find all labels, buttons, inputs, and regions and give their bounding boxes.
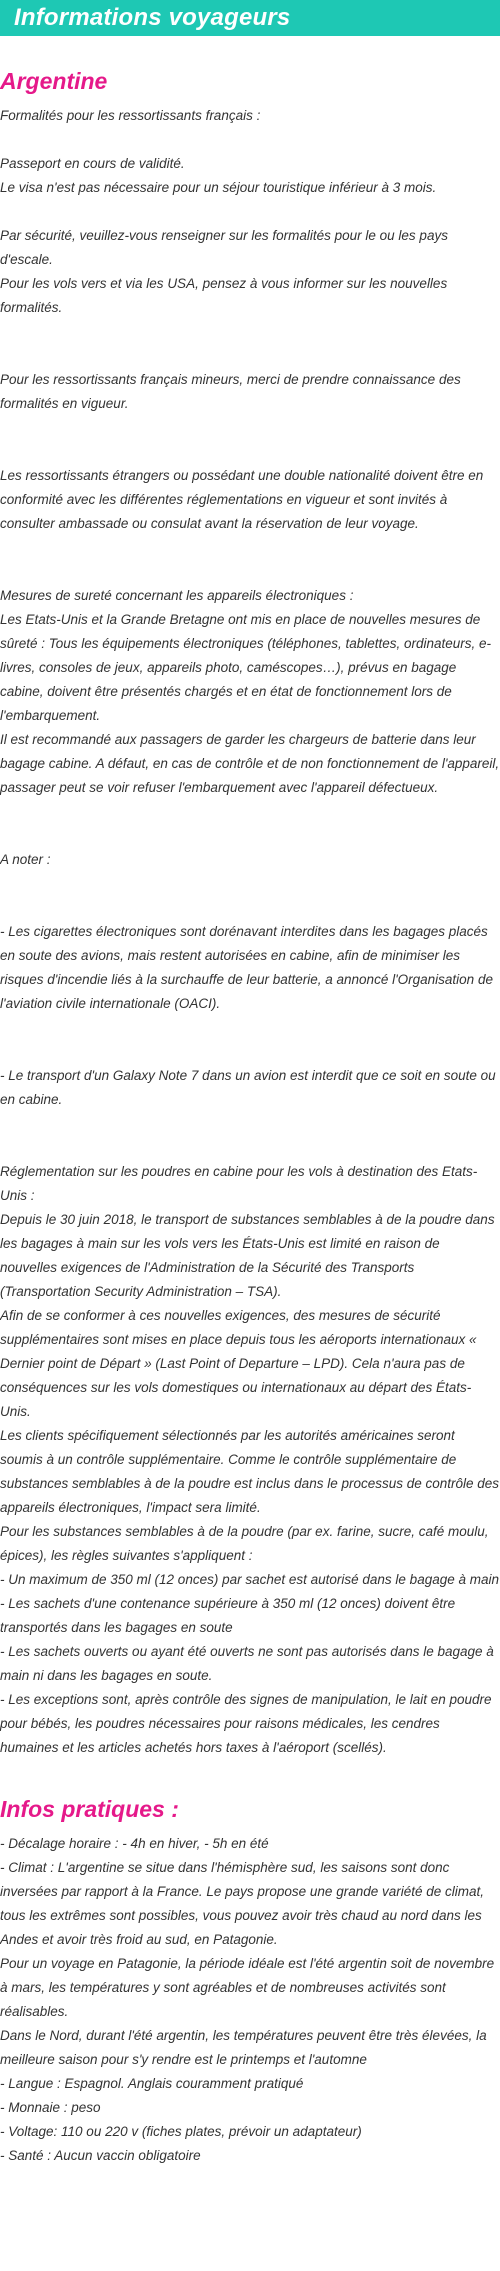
passeport-text: Passeport en cours de validité. (0, 156, 185, 171)
poudres-rule-1: - Un maximum de 350 ml (12 onces) par sachet est autorisé dans le bagage à main (0, 1572, 500, 1587)
monnaie-text: - Monnaie : peso (0, 2100, 101, 2115)
mesures-title: Mesures de sureté concernant les appareils électroniques : (0, 588, 354, 603)
patagonie-text: Pour un voyage en Patagonie, la période idéale est l'été argentin soit de novembre à mars, les températures y sont agréables et de nombreuses activités sont réalisables. (0, 1956, 495, 2019)
poudres-paragraph-4: Pour les substances semblables à de la poudre (par ex. farine, sucre, café moulu, épices), les règles suivantes s'appliquent : (0, 1524, 489, 1563)
climat-text: - Climat : L'argentine se situe dans l'hémisphère sud, les saisons sont donc inversées par rapport à la France. Le pays propose une grande variété de climat, tous les extrêmes sont possibles, vous pouvez avoir très chaud au nord dans les Andes et avoir très froid au sud, en Patagonie. (0, 1860, 485, 1947)
page-title: Informations voyageurs (14, 4, 291, 31)
formalites-intro: Formalités pour les ressortissants français : (0, 108, 261, 123)
sante-text: - Santé : Aucun vaccin obligatoire (0, 2148, 201, 2163)
page-content (0, 66, 500, 2168)
cigarettes-text: - Les cigarettes électroniques sont dorénavant interdites dans les bagages placés en soute des avions, mais restent autorisées en cabine, afin de minimiser les risques d'incendie liés à la surchauffe de leur batterie, a annoncé l'Organisation de l'aviation civile internationale (OACI). (0, 924, 493, 1011)
etrangers-text: Les ressortissants étrangers ou possédant une double nationalité doivent être en conformité avec les différentes réglementations en vigueur et sont invités à consulter ambassade ou consulat avant la réservation de leur voyage. (0, 468, 484, 531)
poudres-exceptions: - Les exceptions sont, après contrôle des signes de manipulation, le lait en poudre pour bébés, les poudres nécessaires pour raisons médicales, les cendres humaines et les articles achetés hors taxes à l'aéroport (scellés). (0, 1692, 492, 1755)
poudres-title: Réglementation sur les poudres en cabine pour les vols à destination des Etats-Unis : (0, 1164, 478, 1203)
voltage-text: - Voltage: 110 ou 220 v (fiches plates, prévoir un adaptateur) (0, 2124, 362, 2139)
decalage-text: - Décalage horaire : - 4h en hiver, - 5h en été (0, 1836, 269, 1851)
section-title-argentine: Argentine (0, 68, 108, 94)
poudres-rule-3: - Les sachets ouverts ou ayant été ouverts ne sont pas autorisés dans le bagage à main ni dans les bagages en soute. (0, 1644, 494, 1683)
securite-text: Par sécurité, veuillez-vous renseigner sur les formalités pour le ou les pays d'escale. (0, 228, 448, 267)
mineurs-text: Pour les ressortissants français mineurs, merci de prendre connaissance des formalités en vigueur. (0, 372, 461, 411)
chargeurs-text: Il est recommandé aux passagers de garder les chargeurs de batterie dans leur bagage cabine. A défaut, en cas de contrôle et de non fonctionnement de l'appareil, passager peut se voir refuser l'embarquement avec l'appareil défectueux. (0, 732, 500, 795)
page-header (0, 0, 500, 36)
usa-text: Pour les vols vers et via les USA, pensez à vous informer sur les nouvelles formalités. (0, 276, 448, 315)
visa-text: Le visa n'est pas nécessaire pour un séjour touristique inférieur à 3 mois. (0, 180, 437, 195)
poudres-paragraph-2: Afin de se conformer à ces nouvelles exigences, des mesures de sécurité supplémentaires sont mises en place depuis tous les aéroports internationaux « Dernier point de Départ » (Last Point of Departure – LPD). Cela n'aura pas de conséquences sur les vols domestiques ou internationaux au départ des États-Unis. (0, 1308, 477, 1419)
poudres-rule-2: - Les sachets d'une contenance supérieure à 350 ml (12 onces) doivent être transportés dans les bagages en soute (0, 1596, 456, 1635)
langue-text: - Langue : Espagnol. Anglais couramment pratiqué (0, 2076, 304, 2091)
nord-text: Dans le Nord, durant l'été argentin, les températures peuvent être très élevées, la meilleure saison pour s'y rendre est le printemps et l'automne (0, 2028, 487, 2067)
poudres-paragraph-1: Depuis le 30 juin 2018, le transport de substances semblables à de la poudre dans les bagages à main sur les vols vers les États-Unis est limité en raison de nouvelles exigences de l'Administration de la Sécurité des Transports (Transportation Security Administration – TSA). (0, 1212, 495, 1299)
poudres-paragraph-3: Les clients spécifiquement sélectionnés par les autorités américaines seront soumis à un contrôle supplémentaire. Comme le contrôle supplémentaire de substances semblables à de la poudre est inclus dans le processus de contrôle des appareils électroniques, l'impact sera limité. (0, 1428, 500, 1515)
mesures-body: Les Etats-Unis et la Grande Bretagne ont mis en place de nouvelles mesures de sûreté : Tous les équipements électroniques (téléphones, tablettes, ordinateurs, e-livres, consoles de jeux, appareils photo, caméscopes…), prévus en bagage cabine, doivent être présentés chargés et en état de fonctionnement lors de l'embarquement. (0, 612, 492, 723)
a-noter-label: A noter : (0, 852, 51, 867)
section-title-infos-pratiques: Infos pratiques : (0, 1796, 179, 1822)
galaxy-text: - Le transport d'un Galaxy Note 7 dans un avion est interdit que ce soit en soute ou en cabine. (0, 1068, 496, 1107)
